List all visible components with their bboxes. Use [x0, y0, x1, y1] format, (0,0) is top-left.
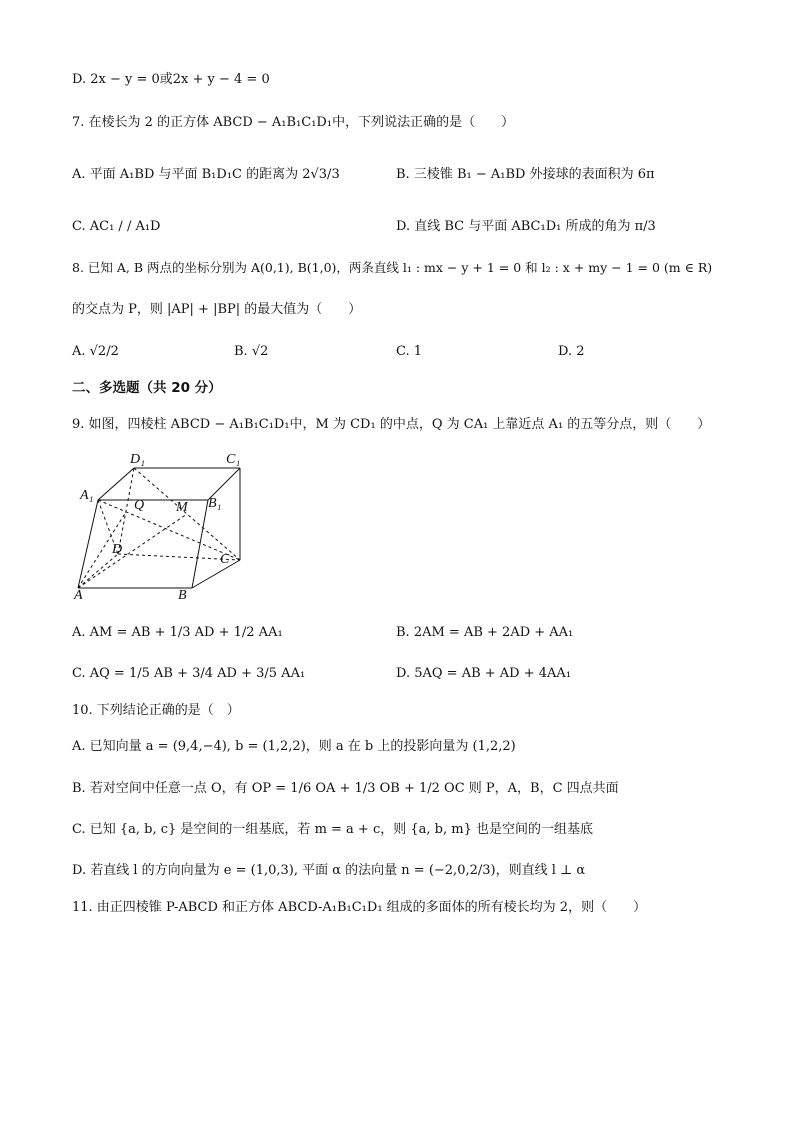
q8-stem-line2: 的交点为 P，则 |AP| + |BP| 的最大值为（ ）: [72, 302, 362, 317]
q7-option-b: B. 三棱锥 B₁ − A₁BD 外接球的表面积为 6π: [396, 167, 655, 182]
figure-label-a: A: [74, 588, 83, 603]
q7-option-c: C. AC₁ / / A₁D: [72, 219, 161, 234]
q9-stem: 9. 如图，四棱柱 ABCD − A₁B₁C₁D₁中，M 为 CD₁ 的中点，Q 为 CA₁ 上靠近点 A₁ 的五等分点，则（ ）: [72, 417, 711, 432]
figure-label-m: M: [176, 500, 188, 515]
section-heading-multiple-choice: 二、多选题（共 20 分）: [72, 380, 222, 396]
q8-option-d: D. 2: [558, 344, 585, 359]
q8-option-c: C. 1: [396, 344, 423, 359]
figure-label-b1: B₁: [208, 496, 222, 511]
figure-label-q: Q: [134, 498, 145, 513]
figure-label-b: B: [178, 588, 187, 603]
figure-label-c1: C₁: [226, 452, 241, 467]
q9-option-a: A. AM = AB + 1/3 AD + 1/2 AA₁: [72, 625, 283, 640]
q10-stem: 10. 下列结论正确的是（ ）: [72, 703, 240, 718]
q6-option-d: D. 2x − y = 0或2x + y − 4 = 0: [72, 72, 270, 87]
q8-stem-line1: 8. 已知 A, B 两点的坐标分别为 A(0,1), B(1,0)，两条直线 l₁ : mx − y + 1 = 0 和 l₂ : x + my − 1 = 0 (m ∈ R): [72, 260, 713, 275]
q8-option-a: A. √2/2: [72, 344, 119, 359]
q9-option-c: C. AQ = 1/5 AB + 3/4 AD + 3/5 AA₁: [72, 666, 306, 681]
q10-option-c: C. 已知 {a, b, c} 是空间的一组基底，若 m = a + c，则 {a, b, m} 也是空间的一组基底: [72, 822, 593, 837]
figure-label-a1: A₁: [80, 488, 94, 503]
q7-stem: 7. 在棱长为 2 的正方体 ABCD − A₁B₁C₁D₁中，下列说法正确的是（ ）: [72, 115, 515, 130]
q9-option-d: D. 5AQ = AB + AD + 4AA₁: [396, 666, 572, 681]
q7-option-d: D. 直线 BC 与平面 ABC₁D₁ 所成的角为 π/3: [396, 219, 656, 234]
figure-label-c: C: [220, 552, 230, 567]
q10-option-a: A. 已知向量 a = (9,4,−4), b = (1,2,2)，则 a 在 b 上的投影向量为 (1,2,2): [72, 739, 516, 754]
q7-option-a: A. 平面 A₁BD 与平面 B₁D₁C 的距离为 2√3/3: [72, 167, 340, 182]
q9-option-b: B. 2AM = AB + 2AD + AA₁: [396, 625, 574, 640]
figure-label-d: D: [112, 542, 123, 557]
q8-option-b: B. √2: [234, 344, 269, 359]
q11-stem: 11. 由正四棱锥 P-ABCD 和正方体 ABCD-A₁B₁C₁D₁ 组成的多面体的所有棱长均为 2，则（ ）: [72, 900, 647, 915]
figure-label-d1: D₁: [130, 452, 145, 467]
q10-option-d: D. 若直线 l 的方向向量为 e = (1,0,3), 平面 α 的法向量 n = (−2,0,2/3)，则直线 l ⊥ α: [72, 863, 586, 878]
q10-option-b: B. 若对空间中任意一点 O，有 OP = 1/6 OA + 1/3 OB + 1/2 OC 则 P，A，B，C 四点共面: [72, 781, 619, 796]
